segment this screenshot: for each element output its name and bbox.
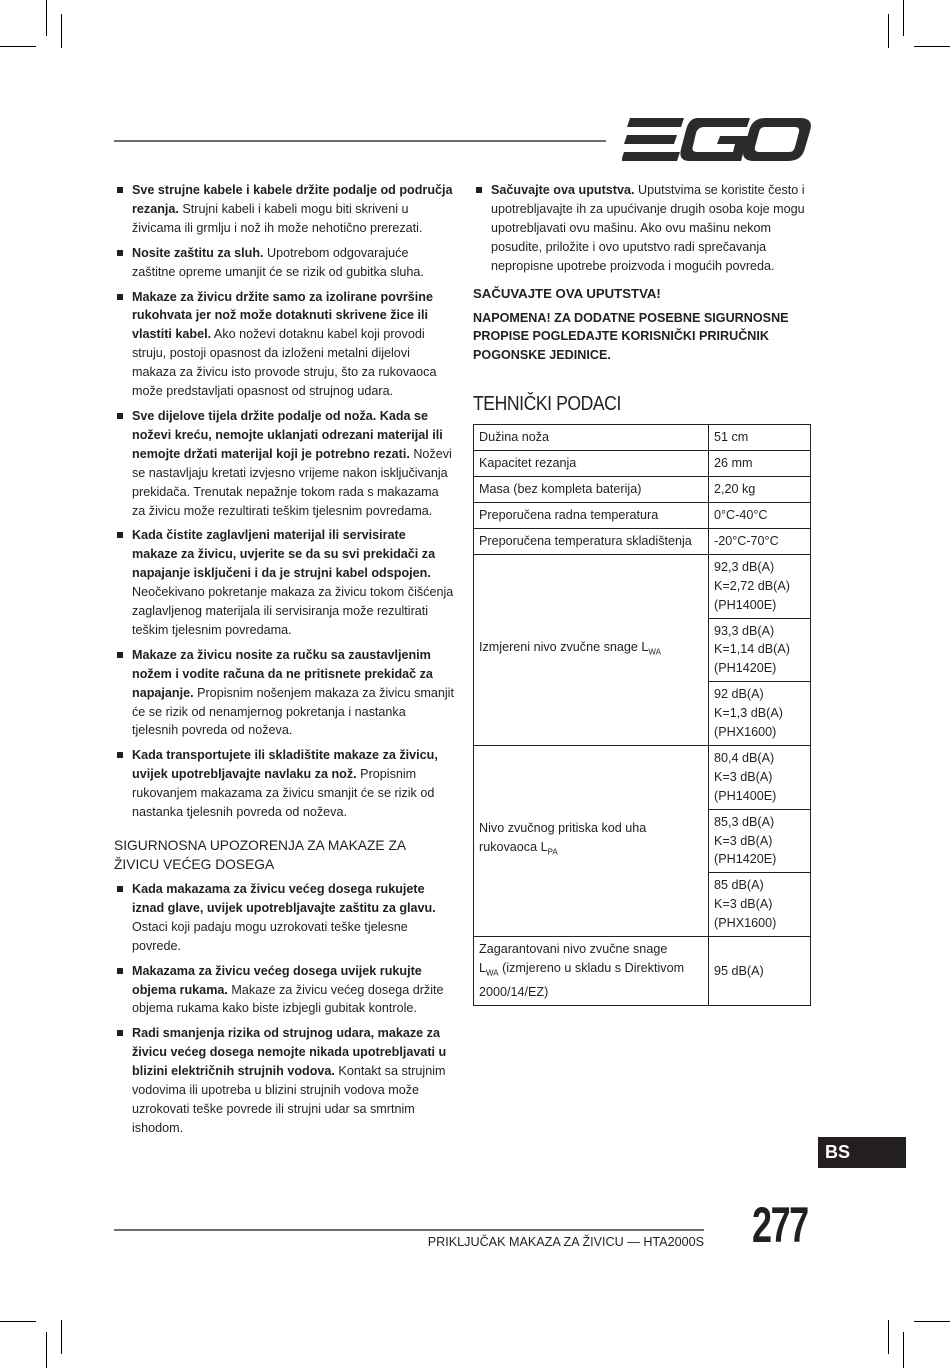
crop-mark bbox=[903, 0, 904, 36]
table-cell-value: 85,3 dB(A) K=3 dB(A) (PH1420E) bbox=[709, 809, 811, 873]
long-reach-safety-list bbox=[114, 880, 454, 1138]
language-tab: BS bbox=[818, 1137, 906, 1168]
right-column bbox=[473, 181, 813, 1006]
header-rule bbox=[114, 140, 606, 142]
table-cell-value: 80,4 dB(A) K=3 dB(A) (PH1400E) bbox=[709, 745, 811, 809]
table-cell-value: 95 dB(A) bbox=[709, 937, 811, 1006]
footer-title: PRIKLJUČAK MAKAZA ZA ŽIVICU — HTA2000S bbox=[427, 1235, 704, 1249]
list-item: Kada makazama za živicu većeg dosega rukujete iznad glave, uvijek upotrebljavajte zaštitu za glavu. Ostaci koji padaju mogu uzrokovati teške tjelesne povrede. bbox=[114, 880, 454, 956]
list-item: Makaze za živicu držite samo za izolirane površine rukohvata jer nož može dotaknuti skrivene žice ili vlastiti kabel. Ako noževi dotaknu kabel koji provodi struju, postoji opasnost da izloženi metalni dijelovi makaza za živicu isto provode struju, što za rukovaoca može predstavljati opasnost od strujnog udara. bbox=[114, 288, 454, 401]
section-subheading: SIGURNOSNA UPOZORENJA ZA MAKAZE ZA ŽIVICU VEĆEG DOSEGA bbox=[114, 838, 406, 872]
table-row bbox=[474, 451, 811, 477]
table-cell-label: Preporučena temperatura skladištenja bbox=[474, 528, 709, 554]
list-item: Makazama za živicu većeg dosega uvijek rukujte objema rukama. Makaze za živicu većeg dosega držite objema rukama kako biste izbjegli gubitak kontrole. bbox=[114, 962, 454, 1019]
table-cell-value: 92,3 dB(A) K=2,72 dB(A) (PH1400E) bbox=[709, 554, 811, 618]
table-cell-value: 93,3 dB(A) K=1,14 dB(A) (PH1420E) bbox=[709, 618, 811, 682]
list-item: Makaze za živicu nosite za ručku sa zaustavljenim nožem i vodite računa da ne pritisnete prekidač za napajanje. Propisnim nošenjem makaza za živicu smanjit će se rizik od nenamjernog pokretanja i nastanka tjelesnih povreda od noževa. bbox=[114, 646, 454, 741]
list-item: Sačuvajte ova uputstva. Uputstvima se koristite često i upotrebljavajte ih za upućivanje drugih osoba koje mogu upotrebljavati ovu mašinu. Ako ovu mašinu nekom posudite, priložite i ovo uputstvo radi sprečavanja nepropisne upotrebe proizvoda i mogućih povreda. bbox=[473, 181, 813, 276]
crop-mark bbox=[914, 46, 950, 47]
table-cell-label: Kapacitet rezanja bbox=[474, 451, 709, 477]
list-item: Sve dijelove tijela držite podalje od noža. Kada se noževi kreću, nemojte uklanjati odrezani materijal ili nemojte držati materijal koji je potrebno rezati. Noževi se nastavljaju kretati izvjesno vrijeme nakon isključivanja prekidača. Trenutak nepažnje tokom rada s makazama za živicu može rezultirati teškim tjelesnim povredama. bbox=[114, 407, 454, 520]
list-item: Kada transportujete ili skladištite makaze za živicu, uvijek upotrebljavajte navlaku za nož. Propisnim rukovanjem makazama za živicu smanjit će se rizik od nastanka tjelesnih povreda od noževa. bbox=[114, 746, 454, 822]
ego-logo bbox=[622, 118, 812, 162]
table-cell-value: 0°C-40°C bbox=[709, 502, 811, 528]
crop-mark bbox=[888, 1320, 889, 1354]
list-item: Sve strujne kabele i kabele držite podalje od područja rezanja. Strujni kabeli i kabeli mogu biti skriveni u živicama ili grmlju i nož ih može nehotično prerezati. bbox=[114, 181, 454, 238]
table-row bbox=[474, 477, 811, 503]
table-row bbox=[474, 937, 811, 1006]
list-item: Radi smanjenja rizika od strujnog udara, makaze za živicu većeg dosega nemojte nikada upotrebljavati u blizini električnih strujnih vodova. Kontakt sa strujnim vodovima ili upotreba u blizini strujnih vodova može uzrokovati teške povrede ili strujni udar sa smrtnim ishodom. bbox=[114, 1024, 454, 1137]
table-cell-label: Preporučena radna temperatura bbox=[474, 502, 709, 528]
footer-rule bbox=[114, 1229, 704, 1231]
table-cell-label: Zagarantovani nivo zvučne snage $L_{WA}$ (izmjereno u skladu s Direktivom 2000/14/EZ) bbox=[474, 937, 709, 1006]
crop-mark bbox=[61, 14, 62, 48]
crop-mark bbox=[903, 1332, 904, 1368]
list-item: Kada čistite zaglavljeni materijal ili servisirate makaze za živicu, uvjerite se da su svi prekidači za napajanje isključeni i da je strujni kabel odspojen. Neočekivano pokretanje makaza za živicu tokom čišćenja zaglavljenog materijala ili servisiranja može rezultirati teškim tjelesnim povredama. bbox=[114, 526, 454, 639]
table-row bbox=[474, 554, 811, 618]
list-item: Nosite zaštitu za sluh. Upotrebom odgovarajuće zaštitne opreme umanjit će se rizik od gubitka sluha. bbox=[114, 244, 454, 282]
table-cell-label: Dužina noža bbox=[474, 425, 709, 451]
crop-mark bbox=[46, 1332, 47, 1368]
crop-mark bbox=[0, 1321, 36, 1322]
left-column bbox=[114, 181, 454, 1144]
table-cell-value: -20°C-70°C bbox=[709, 528, 811, 554]
save-heading: SAČUVAJTE OVA UPUTSTVA! bbox=[473, 285, 661, 301]
note-text: NAPOMENA! ZA DODATNE POSEBNE SIGURNOSNE PROPISE POGLEDAJTE KORISNIČKI PRIRUČNIK POGONSKE JEDINICE. bbox=[473, 310, 789, 363]
crop-mark bbox=[46, 0, 47, 36]
table-row bbox=[474, 425, 811, 451]
table-cell-label: Izmjereni nivo zvučne snage $L_{WA}$ bbox=[474, 554, 709, 745]
section-title: TEHNIČKI PODACI bbox=[473, 393, 621, 416]
table-cell-value: 2,20 kg bbox=[709, 477, 811, 503]
table-cell-value: 92 dB(A) K=1,3 dB(A) (PHX1600) bbox=[709, 682, 811, 746]
crop-mark bbox=[0, 46, 36, 47]
save-instructions-list bbox=[473, 181, 813, 276]
crop-mark bbox=[61, 1320, 62, 1354]
table-row bbox=[474, 502, 811, 528]
table-cell-label: Masa (bez kompleta baterija) bbox=[474, 477, 709, 503]
page-number: 277 bbox=[752, 1197, 808, 1253]
table-cell-value: 85 dB(A) K=3 dB(A) (PHX1600) bbox=[709, 873, 811, 937]
spec-table bbox=[473, 424, 811, 1006]
table-cell-label: Nivo zvučnog pritiska kod uha rukovaoca $L_{PA}$ bbox=[474, 745, 709, 936]
table-row bbox=[474, 528, 811, 554]
crop-mark bbox=[914, 1321, 950, 1322]
table-cell-value: 51 cm bbox=[709, 425, 811, 451]
table-row bbox=[474, 745, 811, 809]
safety-list bbox=[114, 181, 454, 822]
table-cell-value: 26 mm bbox=[709, 451, 811, 477]
crop-mark bbox=[888, 14, 889, 48]
